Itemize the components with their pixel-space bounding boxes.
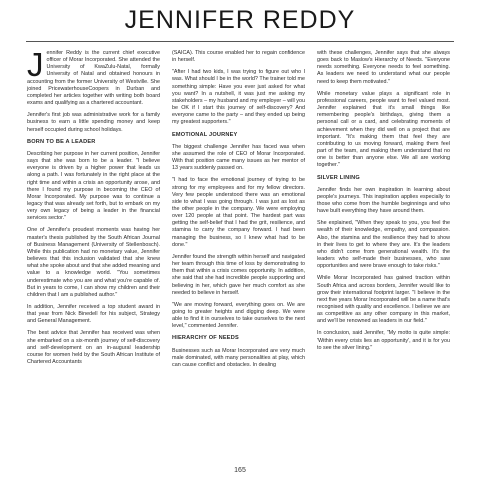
paragraph: While monetary value plays a significant role in professional careers, people want to feel valued most. Jennifer explained that it's small things like remembering people's birthdays, giving them a personal call or a card, and celebrating moments of achievement when they did well on a project that are important. "It's making them that feel they are contributing to us moving forward, making them feel part of the team, and making them understand that no one is better than anyone else. We all are working together." <box>317 90 450 169</box>
paragraph: Businesses such as Morar Incorporated are very much male dominated, with many personalities at play, which can cause conflict and obstacles. In dealing <box>172 347 305 368</box>
paragraph: She explained, "When they speak to you, you feel the wealth of their knowledge, empathy, and compassion. Also, the stamina and the resilience they had to show in their lives to get to where they are. It's the leaders who didn't come from generational wealth. It's the leaders who self-made their businesses, who saw opportunities and were brave enough to take risks." <box>317 220 450 270</box>
paragraph: In conclusion, said Jennifer, "My motto is quite simple: 'Within every crisis lies an opportunity', and it is for you to see the silver lining." <box>317 330 450 351</box>
paragraph: "I had to face the emotional journey of trying to be strong for my employees and for my fellow directors. Very few people understood there was an emotional side to what I was going through. I was just as lost as the other people in the company. We were employing over 120 people at that point. The hardest part was getting the self-belief that I had the grit, resilience, and stamina to carry the company forward. I had been managing the business, so I knew what had to be done." <box>172 177 305 248</box>
paragraph: Jennifer found the strength within herself and navigated her team through this time of loss by demonstrating to them that within a crisis comes opportunity. In addition, she said that she had incredible people supporting and believing in her, which gave her much comfort as she needed to believe in herself. <box>172 253 305 296</box>
paragraph: While Morar Incorporated has gained traction within South Africa and across borders, Jennifer would like to grow their international footprint larger. "I believe in the next five years Morar Incorporated will be a name that's recognised with quality and excellence. I believe we are as competitive as any other company in this market, and we'll be renowned as leaders in our field." <box>317 275 450 325</box>
section-heading: HIERARCHY OF NEEDS <box>172 335 239 342</box>
column-3 <box>317 50 450 357</box>
intro-paragraph <box>27 46 160 107</box>
paragraph: "After I had two kids, I was trying to figure out who I was. What should I be in the world? The trainer told me something simple: Have you ever just asked for what you want? In a nutshell, it was just me asking my stakeholders – my husband and my employer – will you be OK if I start this journey of self-discovery? And everyone came to the party – and they ended up being my greatest supporters." <box>172 69 305 126</box>
title-rule <box>26 41 454 42</box>
paragraph: Describing her purpose in her current position, Jennifer says that she was born to be a leader. "I believe everyone is driven by a higher power that leads us along a path. I was fortunately in the right place at the right time and within a crisis an opportunity arose, and there I found my purpose in becoming the CEO of Morar Incorporated. My purpose was to continue a legacy that was already set forth, but to embark on my very own legacy of being a leader in the financial services sector." <box>27 150 160 222</box>
paragraph: The best advice that Jennifer has received was when she embarked on a six-month journey of self-discovery and self-development on an in-augural leadership course for women held by the South African Institute of Chartered Accountants <box>27 330 160 366</box>
page-title: JENNIFER REDDY <box>124 6 356 34</box>
paragraph: Jennifer finds her own inspiration in learning about people's journeys. This inspiration applies especially to those who come from the humble beginnings and who have built everything they have around them. <box>317 186 450 215</box>
paragraph: Jennifer's first job was administrative work for a family business to earn a little spending money and keep herself occupied during school holidays. <box>27 112 160 133</box>
intro-text: ennifer Reddy is the current chief executive officer of Morar Incorporated. She attended the University of KwaZulu-Natal, formally University of Natal and obtained honours in accounting from the former University of Westville. She joined PricewaterhouseCoopers in Durban and completed her articles together with writing both board exams and qualifying as a chartered accountant. <box>27 50 160 107</box>
paragraph: with these challenges, Jennifer says that she always goes back to Maslow's Hierarchy of Needs. "Everyone needs something. Everyone needs to feel something. As leaders we need to understand what our people need to keep them motivated." <box>317 50 450 85</box>
section-heading: EMOTIONAL JOURNEY <box>172 131 238 138</box>
drop-cap: J <box>27 46 44 83</box>
column-2 <box>172 50 305 374</box>
section-heading: SILVER LINING <box>317 174 360 181</box>
page-number: 165 <box>234 467 246 474</box>
paragraph: In addition, Jennifer received a top student award in that year from Nick Binedell for his subject, Strategy and General Management. <box>27 304 160 325</box>
paragraph: "We are moving forward, everything goes on. We are going to greater heights and digging deep. We were able to find it in ourselves to take ourselves to the next level," commented Jennifer. <box>172 301 305 330</box>
paragraph: One of Jennifer's proudest moments was having her master's thesis published by the South African Journal of Business Management (University of Stellenbosch). While this publication had no monetary value, Jennifer believes that this inclusion validated that she knew what she spoke about and that she added meaning and value to a knowledge world. "You sometimes underestimate who you are and what you're capable of. But in years to come, I can show my children and their children that I am a published author." <box>27 227 160 298</box>
section-heading: BORN TO BE A LEADER <box>27 138 96 145</box>
paragraph: (SAICA). This course enabled her to regain confidence in herself. <box>172 50 305 64</box>
column-1 <box>27 46 160 371</box>
paragraph: The biggest challenge Jennifer has faced was when she assumed the role of CEO of Morar Incorporated. With that position came many issues as her mentor of 13 years suddenly passed on. <box>172 143 305 172</box>
